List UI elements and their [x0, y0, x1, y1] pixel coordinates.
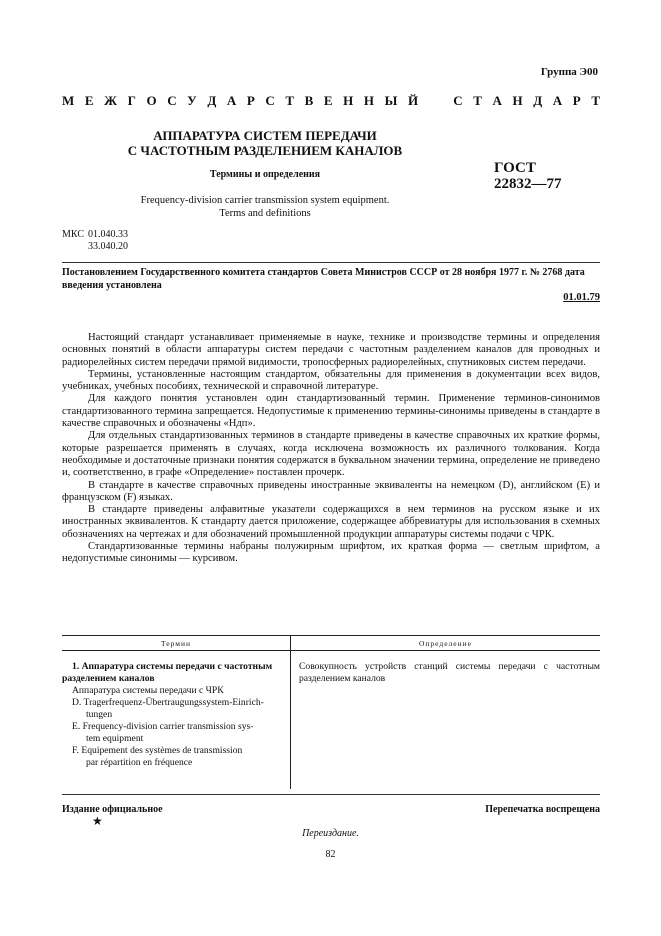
banner-letter: Н: [343, 93, 354, 108]
column-header-definition: Определение: [291, 636, 601, 651]
banner-letter: С: [265, 93, 275, 108]
banner-letter: Р: [246, 93, 255, 108]
definition-cell: Совокупность устройств станций системы передачи с частотным разделением каналов: [299, 661, 600, 684]
banner-letter: Т: [473, 93, 482, 108]
paragraph: Настоящий стандарт устанавливает применяемые в науке, технике и производстве термины и определения основных понятий в области аппаратуры систем передачи с частотным разделением каналов для проводных и радиорелейных систем передачи прямой видимости, тропосферных радиорелейных, спутниковых систем передачи.: [62, 332, 600, 368]
banner-letter: С: [167, 93, 177, 108]
banner-letter: Т: [285, 93, 295, 108]
banner-letter: Н: [363, 93, 375, 108]
interstate-standard-banner: [62, 93, 600, 109]
table-row: [62, 651, 600, 790]
term-french-b: par répartition en fréquence: [86, 757, 193, 768]
group-code: Группа Э00: [540, 66, 598, 78]
banner-letter: Т: [591, 93, 600, 108]
banner-letter: У: [187, 93, 197, 108]
gost-designation: [494, 160, 562, 192]
mks-code-1: 01.040.33: [87, 229, 128, 240]
official-edition-label: Издание официальное: [62, 804, 163, 815]
banner-letter: Ы: [384, 93, 398, 108]
banner-letter: Ж: [104, 93, 117, 108]
banner-letter: Г: [127, 93, 136, 108]
banner-letter: А: [552, 93, 563, 108]
term-cell: [62, 651, 291, 790]
divider: [62, 262, 600, 263]
term-german: [62, 697, 286, 721]
paragraph: Стандартизованные термины набраны полужирным шрифтом, их краткая форма — светлым шрифтом, а недопустимые синонимы — курсивом.: [62, 541, 600, 565]
paragraph: В стандарте приведены алфавитные указатели содержащихся в нем терминов на русском языке и их иностранных эквивалентов. К стандарту дается приложение, содержащее аббревиатуры для использования в схемных обозначениях на чертежах и для обозначений промышленной продукции аппаратуры системы подачи с ЧРК.: [62, 504, 600, 540]
column-header-term: Термин: [62, 636, 291, 651]
document-subtitle: Термины и определения: [209, 169, 321, 180]
mks-code-2: 33.040.20: [87, 241, 128, 252]
terms-table: [62, 635, 600, 789]
english-title: [0, 194, 530, 220]
english-title-line2: Terms and definitions: [219, 208, 311, 219]
introduction-date: 01.01.79: [563, 292, 600, 303]
banner-letter: Д: [207, 93, 217, 108]
mks-code-list: [88, 229, 128, 253]
mks-label: МКС: [62, 229, 84, 240]
term-german-a: D. Tragerfrequenz-Übertraugungssystem-Einrich-: [72, 697, 264, 708]
gost-label: ГОСТ: [494, 160, 536, 176]
reissue-note: Переиздание.: [302, 828, 359, 839]
footer-divider: [62, 794, 600, 795]
body-text: [62, 332, 600, 566]
gost-number: 22832—77: [494, 176, 562, 192]
banner-letter: А: [492, 93, 502, 108]
star-icon: ★: [92, 814, 103, 828]
banner-letter: М: [62, 93, 75, 108]
page-number: 82: [325, 849, 336, 860]
banner-letter: О: [146, 93, 157, 108]
term-german-b: tungen: [86, 709, 113, 720]
decree-text: Постановлением Государственного комитета стандартов Совета Министров СССР от 28 ноября 1977 г. № 2768 дата введения установлена: [62, 267, 585, 291]
banner-letter: В: [304, 93, 314, 108]
document-title-line2: С ЧАСТОТНЫМ РАЗДЕЛЕНИЕМ КАНАЛОВ: [127, 143, 403, 158]
term-main: 1. Аппаратура системы передачи с частотным разделением каналов: [62, 661, 273, 684]
term-english: [62, 721, 286, 745]
banner-gap: [429, 93, 443, 109]
banner-letter: С: [453, 93, 463, 108]
banner-letter: А: [226, 93, 237, 108]
banner-letter: Е: [323, 93, 333, 108]
banner-letter: Й: [407, 93, 419, 108]
paragraph: Для каждого понятия установлен один стандартизованный термин. Применение терминов-синонимов стандартизованного термина запрещается. Недопустимые к применению термины-синонимы приведены в стандарте в качестве справочных и обозначены «Ндп».: [62, 393, 600, 430]
term-french-a: F. Equipement des systèmes de transmission: [72, 745, 243, 756]
banner-letter: Д: [533, 93, 543, 108]
banner-letter: Е: [84, 93, 94, 108]
mks-codes: [62, 229, 128, 253]
banner-letter: Н: [512, 93, 523, 108]
document-title-line1: АППАРАТУРА СИСТЕМ ПЕРЕДАЧИ: [153, 128, 377, 143]
reprint-prohibited-label: Перепечатка воспрещена: [485, 804, 600, 815]
paragraph: Термины, установленные настоящим стандартом, обязательны для применения в документации всех видов, учебниках, учебных пособиях, технической и справочной литературе.: [62, 368, 600, 393]
term-english-a: E. Frequency-division carrier transmission sys-: [72, 721, 254, 732]
paragraph: В стандарте в качестве справочных приведены иностранные эквиваленты на немецком (D), английском (E) и французском (F) языках.: [62, 479, 600, 503]
term-short-form: Аппаратура системы передачи с ЧРК: [72, 685, 224, 696]
paragraph: Для отдельных стандартизованных терминов в стандарте приведены в качестве справочных их краткие формы, которые разрешается применять в случаях, когда исключена возможность их различного толкования. Когда необходимые и достаточные признаки понятия содержатся в буквальном значении термина, определение не приведено и, соответственно, в графе «Определение» поставлен прочерк.: [62, 430, 600, 479]
banner-letter: Р: [572, 93, 581, 108]
english-title-line1: Frequency-division carrier transmission system equipment.: [140, 195, 390, 206]
term-french: [62, 745, 286, 769]
term-english-b: tem equipment: [86, 733, 144, 744]
